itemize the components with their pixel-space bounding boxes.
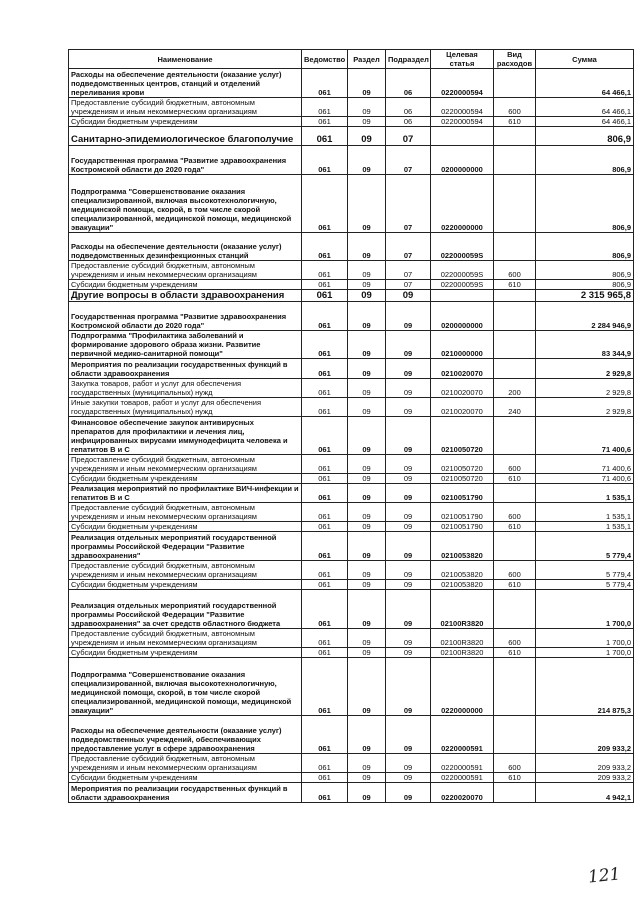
cell-target-article: 0220000000 — [431, 658, 494, 716]
table-row — [69, 754, 634, 773]
cell-target-article: 0210051790 — [431, 522, 494, 532]
cell-name: Государственная программа "Развитие здравоохранения Костромской области до 2020 года" — [69, 146, 302, 175]
cell-subsection: 07 — [386, 261, 431, 280]
table-row — [69, 561, 634, 580]
cell-name: Предоставление субсидий бюджетным, автономным учреждениям и иным некоммерческим организациям — [69, 261, 302, 280]
cell-section: 09 — [348, 716, 386, 754]
cell-department: 061 — [302, 302, 348, 331]
cell-department: 061 — [302, 474, 348, 484]
cell-department: 061 — [302, 580, 348, 590]
cell-expense-type — [494, 233, 536, 261]
cell-sum: 209 933,2 — [536, 773, 634, 783]
cell-section: 09 — [348, 580, 386, 590]
table-body — [69, 69, 634, 803]
cell-section: 09 — [348, 290, 386, 302]
cell-department: 061 — [302, 117, 348, 127]
table-header-row — [69, 50, 634, 69]
cell-target-article: 0210050720 — [431, 474, 494, 484]
cell-target-article: 0210020070 — [431, 379, 494, 398]
cell-sum: 2 929,8 — [536, 398, 634, 417]
cell-target-article: 022000059S — [431, 280, 494, 290]
cell-sum: 4 942,1 — [536, 783, 634, 803]
cell-name: Субсидии бюджетным учреждениям — [69, 648, 302, 658]
cell-sum: 1 700,0 — [536, 629, 634, 648]
cell-section: 09 — [348, 754, 386, 773]
cell-target-article: 022000059S — [431, 233, 494, 261]
table-row — [69, 69, 634, 98]
cell-section: 09 — [348, 146, 386, 175]
cell-department: 061 — [302, 658, 348, 716]
cell-section: 09 — [348, 648, 386, 658]
cell-section: 09 — [348, 783, 386, 803]
cell-subsection: 09 — [386, 331, 431, 359]
cell-section: 09 — [348, 522, 386, 532]
cell-expense-type — [494, 175, 536, 233]
cell-department: 061 — [302, 398, 348, 417]
cell-subsection: 09 — [386, 773, 431, 783]
cell-subsection: 09 — [386, 532, 431, 561]
table-row — [69, 302, 634, 331]
cell-name: Предоставление субсидий бюджетным, автономным учреждениям и иным некоммерческим организациям — [69, 629, 302, 648]
cell-expense-type — [494, 127, 536, 146]
table-row — [69, 331, 634, 359]
cell-department: 061 — [302, 290, 348, 302]
cell-sum: 1 535,1 — [536, 503, 634, 522]
header-department: Ведомство — [302, 50, 348, 69]
cell-section: 09 — [348, 280, 386, 290]
cell-section: 09 — [348, 233, 386, 261]
cell-department: 061 — [302, 522, 348, 532]
table-row — [69, 783, 634, 803]
cell-target-article: 0210053820 — [431, 532, 494, 561]
cell-department: 061 — [302, 503, 348, 522]
header-expense-type: Вид расходов — [494, 50, 536, 69]
cell-expense-type: 600 — [494, 261, 536, 280]
cell-expense-type: 240 — [494, 398, 536, 417]
table-row — [69, 117, 634, 127]
cell-expense-type: 600 — [494, 455, 536, 474]
cell-section: 09 — [348, 331, 386, 359]
table-row — [69, 359, 634, 379]
cell-sum: 71 400,6 — [536, 455, 634, 474]
cell-name: Мероприятия по реализации государственных функций в области здравоохранения — [69, 359, 302, 379]
table-row — [69, 503, 634, 522]
table-row — [69, 175, 634, 233]
cell-sum: 64 466,1 — [536, 69, 634, 98]
cell-target-article: 0220000591 — [431, 754, 494, 773]
cell-department: 061 — [302, 331, 348, 359]
cell-department: 061 — [302, 280, 348, 290]
cell-target-article: 0220000594 — [431, 117, 494, 127]
table-row — [69, 398, 634, 417]
cell-subsection: 07 — [386, 175, 431, 233]
cell-sum: 209 933,2 — [536, 754, 634, 773]
cell-expense-type — [494, 716, 536, 754]
cell-section: 09 — [348, 69, 386, 98]
header-sum: Сумма — [536, 50, 634, 69]
cell-section: 09 — [348, 532, 386, 561]
table-row — [69, 716, 634, 754]
table-row — [69, 455, 634, 474]
cell-target-article: 0220000594 — [431, 69, 494, 98]
cell-section: 09 — [348, 117, 386, 127]
cell-name: Подпрограмма "Профилактика заболеваний и формирование здорового образа жизни. Развитие первичной медико-санитарной помощи" — [69, 331, 302, 359]
cell-subsection: 09 — [386, 522, 431, 532]
cell-name: Предоставление субсидий бюджетным, автономным учреждениям и иным некоммерческим организациям — [69, 503, 302, 522]
cell-section: 09 — [348, 359, 386, 379]
cell-sum: 71 400,6 — [536, 474, 634, 484]
cell-name: Санитарно-эпидемиологическое благополучие — [69, 127, 302, 146]
cell-department: 061 — [302, 754, 348, 773]
cell-subsection: 09 — [386, 754, 431, 773]
table-row — [69, 290, 634, 302]
cell-name: Субсидии бюджетным учреждениям — [69, 773, 302, 783]
cell-target-article: 02100R3820 — [431, 629, 494, 648]
cell-subsection: 09 — [386, 580, 431, 590]
cell-department: 061 — [302, 127, 348, 146]
cell-section: 09 — [348, 590, 386, 629]
cell-name: Закупка товаров, работ и услуг для обеспечения государственных (муниципальных) нужд — [69, 379, 302, 398]
cell-subsection: 09 — [386, 503, 431, 522]
cell-section: 09 — [348, 127, 386, 146]
table-row — [69, 658, 634, 716]
table-row — [69, 522, 634, 532]
table-row — [69, 146, 634, 175]
cell-sum: 2 284 946,9 — [536, 302, 634, 331]
cell-section: 09 — [348, 175, 386, 233]
cell-name: Реализация мероприятий по профилактике ВИЧ-инфекции и гепатитов В и С — [69, 484, 302, 503]
cell-sum: 5 779,4 — [536, 561, 634, 580]
cell-name: Субсидии бюджетным учреждениям — [69, 280, 302, 290]
cell-subsection: 09 — [386, 398, 431, 417]
cell-expense-type — [494, 658, 536, 716]
table-row — [69, 280, 634, 290]
cell-department: 061 — [302, 590, 348, 629]
cell-sum: 5 779,4 — [536, 532, 634, 561]
cell-name: Субсидии бюджетным учреждениям — [69, 117, 302, 127]
cell-expense-type — [494, 590, 536, 629]
cell-sum: 2 315 965,8 — [536, 290, 634, 302]
cell-sum: 64 466,1 — [536, 98, 634, 117]
table-row — [69, 580, 634, 590]
cell-target-article: 0220020070 — [431, 783, 494, 803]
cell-sum: 209 933,2 — [536, 716, 634, 754]
cell-subsection: 09 — [386, 290, 431, 302]
cell-expense-type: 610 — [494, 648, 536, 658]
cell-name: Реализация отдельных мероприятий государственной программы Российской Федерации "Развитие здравоохранения" за счет средств областного бюджета — [69, 590, 302, 629]
cell-name: Государственная программа "Развитие здравоохранения Костромской области до 2020 года" — [69, 302, 302, 331]
cell-expense-type — [494, 783, 536, 803]
cell-department: 061 — [302, 532, 348, 561]
table-row — [69, 590, 634, 629]
cell-section: 09 — [348, 98, 386, 117]
cell-target-article: 0220000591 — [431, 773, 494, 783]
cell-expense-type — [494, 69, 536, 98]
cell-expense-type: 610 — [494, 117, 536, 127]
cell-name: Мероприятия по реализации государственных функций в области здравоохранения — [69, 783, 302, 803]
cell-section: 09 — [348, 503, 386, 522]
table-row — [69, 532, 634, 561]
cell-subsection: 09 — [386, 379, 431, 398]
cell-section: 09 — [348, 629, 386, 648]
cell-target-article — [431, 127, 494, 146]
cell-department: 061 — [302, 146, 348, 175]
cell-target-article: 0210051790 — [431, 503, 494, 522]
budget-table — [68, 49, 634, 803]
table-row — [69, 474, 634, 484]
cell-department: 061 — [302, 359, 348, 379]
cell-target-article: 0200000000 — [431, 146, 494, 175]
cell-subsection: 06 — [386, 117, 431, 127]
cell-target-article: 022000059S — [431, 261, 494, 280]
cell-section: 09 — [348, 455, 386, 474]
cell-subsection: 07 — [386, 280, 431, 290]
cell-expense-type: 600 — [494, 98, 536, 117]
cell-department: 061 — [302, 484, 348, 503]
cell-name: Иные закупки товаров, работ и услуг для обеспечения государственных (муниципальных) нужд — [69, 398, 302, 417]
cell-name: Расходы на обеспечение деятельности (оказание услуг) подведомственных дезинфекционных станций — [69, 233, 302, 261]
table-row — [69, 629, 634, 648]
cell-subsection: 09 — [386, 474, 431, 484]
cell-section: 09 — [348, 302, 386, 331]
cell-expense-type — [494, 290, 536, 302]
cell-name: Предоставление субсидий бюджетным, автономным учреждениям и иным некоммерческим организациям — [69, 98, 302, 117]
cell-department: 061 — [302, 69, 348, 98]
cell-target-article: 0210053820 — [431, 561, 494, 580]
cell-sum: 806,9 — [536, 175, 634, 233]
cell-target-article: 0210053820 — [431, 580, 494, 590]
cell-name: Подпрограмма "Совершенствование оказания специализированной, включая высокотехнологичную, медицинской помощи, скорой, в том числе скорой специализированной, медицинской помощи, медицинской эвакуации" — [69, 175, 302, 233]
cell-sum: 1 535,1 — [536, 484, 634, 503]
cell-section: 09 — [348, 417, 386, 455]
cell-section: 09 — [348, 773, 386, 783]
cell-department: 061 — [302, 417, 348, 455]
cell-subsection: 09 — [386, 561, 431, 580]
cell-target-article: 0210000000 — [431, 331, 494, 359]
cell-department: 061 — [302, 629, 348, 648]
cell-sum: 64 466,1 — [536, 117, 634, 127]
table-row — [69, 379, 634, 398]
cell-sum: 214 875,3 — [536, 658, 634, 716]
cell-department: 061 — [302, 716, 348, 754]
cell-section: 09 — [348, 261, 386, 280]
cell-department: 061 — [302, 648, 348, 658]
cell-sum: 1 535,1 — [536, 522, 634, 532]
cell-section: 09 — [348, 561, 386, 580]
cell-subsection: 06 — [386, 69, 431, 98]
cell-sum: 2 929,8 — [536, 359, 634, 379]
cell-sum: 83 344,9 — [536, 331, 634, 359]
cell-target-article: 0220000000 — [431, 175, 494, 233]
cell-target-article: 0220000594 — [431, 98, 494, 117]
cell-subsection: 09 — [386, 629, 431, 648]
cell-subsection: 09 — [386, 359, 431, 379]
cell-target-article: 0210050720 — [431, 455, 494, 474]
cell-expense-type: 600 — [494, 503, 536, 522]
cell-subsection: 09 — [386, 484, 431, 503]
page-number: 121 — [587, 864, 622, 888]
cell-target-article: 0210051790 — [431, 484, 494, 503]
cell-target-article — [431, 290, 494, 302]
cell-target-article: 0210050720 — [431, 417, 494, 455]
cell-subsection: 07 — [386, 233, 431, 261]
cell-name: Финансовое обеспечение закупок антивирусных препаратов для профилактики и лечения лиц, инфицированных вирусами иммунодефицита человека и гепатитов В и С — [69, 417, 302, 455]
cell-sum: 5 779,4 — [536, 580, 634, 590]
cell-name: Субсидии бюджетным учреждениям — [69, 474, 302, 484]
cell-department: 061 — [302, 261, 348, 280]
table-row — [69, 417, 634, 455]
cell-expense-type — [494, 484, 536, 503]
table-row — [69, 484, 634, 503]
cell-name: Другие вопросы в области здравоохранения — [69, 290, 302, 302]
cell-department: 061 — [302, 98, 348, 117]
cell-subsection: 09 — [386, 658, 431, 716]
cell-section: 09 — [348, 398, 386, 417]
cell-subsection: 09 — [386, 648, 431, 658]
cell-section: 09 — [348, 658, 386, 716]
cell-sum: 806,9 — [536, 233, 634, 261]
cell-expense-type — [494, 359, 536, 379]
cell-expense-type: 610 — [494, 773, 536, 783]
cell-expense-type — [494, 302, 536, 331]
table-row — [69, 773, 634, 783]
cell-sum: 71 400,6 — [536, 417, 634, 455]
cell-expense-type: 610 — [494, 522, 536, 532]
cell-target-article: 0220000591 — [431, 716, 494, 754]
cell-subsection: 09 — [386, 302, 431, 331]
cell-subsection: 07 — [386, 127, 431, 146]
cell-department: 061 — [302, 783, 348, 803]
table-row — [69, 98, 634, 117]
header-target-article: Целевая статья — [431, 50, 494, 69]
cell-expense-type — [494, 146, 536, 175]
cell-subsection: 09 — [386, 417, 431, 455]
header-subsection: Подраздел — [386, 50, 431, 69]
cell-expense-type: 600 — [494, 561, 536, 580]
cell-name: Предоставление субсидий бюджетным, автономным учреждениям и иным некоммерческим организациям — [69, 754, 302, 773]
table-row — [69, 648, 634, 658]
cell-subsection: 09 — [386, 783, 431, 803]
cell-expense-type: 610 — [494, 580, 536, 590]
cell-expense-type: 610 — [494, 280, 536, 290]
cell-expense-type — [494, 417, 536, 455]
cell-department: 061 — [302, 175, 348, 233]
cell-name: Предоставление субсидий бюджетным, автономным учреждениям и иным некоммерческим организациям — [69, 561, 302, 580]
cell-name: Предоставление субсидий бюджетным, автономным учреждениям и иным некоммерческим организациям — [69, 455, 302, 474]
cell-target-article: 0210020070 — [431, 398, 494, 417]
cell-sum: 1 700,0 — [536, 590, 634, 629]
cell-target-article: 0210020070 — [431, 359, 494, 379]
cell-name: Расходы на обеспечение деятельности (оказание услуг) подведомственных центров, станций и отделений переливания крови — [69, 69, 302, 98]
cell-name: Расходы на обеспечение деятельности (оказание услуг) подведомственных учреждений, обеспечивающих предоставление услуг в сфере здравоохранения — [69, 716, 302, 754]
cell-name: Субсидии бюджетным учреждениям — [69, 522, 302, 532]
cell-sum: 806,9 — [536, 261, 634, 280]
cell-section: 09 — [348, 379, 386, 398]
cell-target-article: 02100R3820 — [431, 590, 494, 629]
cell-sum: 806,9 — [536, 146, 634, 175]
cell-name: Субсидии бюджетным учреждениям — [69, 580, 302, 590]
cell-sum: 806,9 — [536, 127, 634, 146]
cell-subsection: 09 — [386, 716, 431, 754]
cell-subsection: 07 — [386, 146, 431, 175]
cell-expense-type: 200 — [494, 379, 536, 398]
cell-expense-type: 600 — [494, 754, 536, 773]
cell-expense-type — [494, 331, 536, 359]
cell-target-article: 02100R3820 — [431, 648, 494, 658]
cell-name: Подпрограмма "Совершенствование оказания специализированной, включая высокотехнологичную, медицинской помощи, скорой, в том числе скорой специализированной, медицинской помощи, медицинской эвакуации" — [69, 658, 302, 716]
cell-department: 061 — [302, 379, 348, 398]
cell-sum: 2 929,8 — [536, 379, 634, 398]
cell-expense-type: 600 — [494, 629, 536, 648]
table-row — [69, 127, 634, 146]
cell-target-article: 0200000000 — [431, 302, 494, 331]
cell-name: Реализация отдельных мероприятий государственной программы Российской Федерации "Развитие здравоохранения" — [69, 532, 302, 561]
cell-department: 061 — [302, 233, 348, 261]
cell-department: 061 — [302, 561, 348, 580]
cell-expense-type — [494, 532, 536, 561]
cell-department: 061 — [302, 455, 348, 474]
cell-sum: 806,9 — [536, 280, 634, 290]
table-row — [69, 233, 634, 261]
cell-department: 061 — [302, 773, 348, 783]
header-name: Наименование — [69, 50, 302, 69]
cell-subsection: 09 — [386, 455, 431, 474]
cell-section: 09 — [348, 484, 386, 503]
table-row — [69, 261, 634, 280]
cell-expense-type: 610 — [494, 474, 536, 484]
cell-section: 09 — [348, 474, 386, 484]
cell-subsection: 09 — [386, 590, 431, 629]
header-section: Раздел — [348, 50, 386, 69]
cell-sum: 1 700,0 — [536, 648, 634, 658]
cell-subsection: 06 — [386, 98, 431, 117]
